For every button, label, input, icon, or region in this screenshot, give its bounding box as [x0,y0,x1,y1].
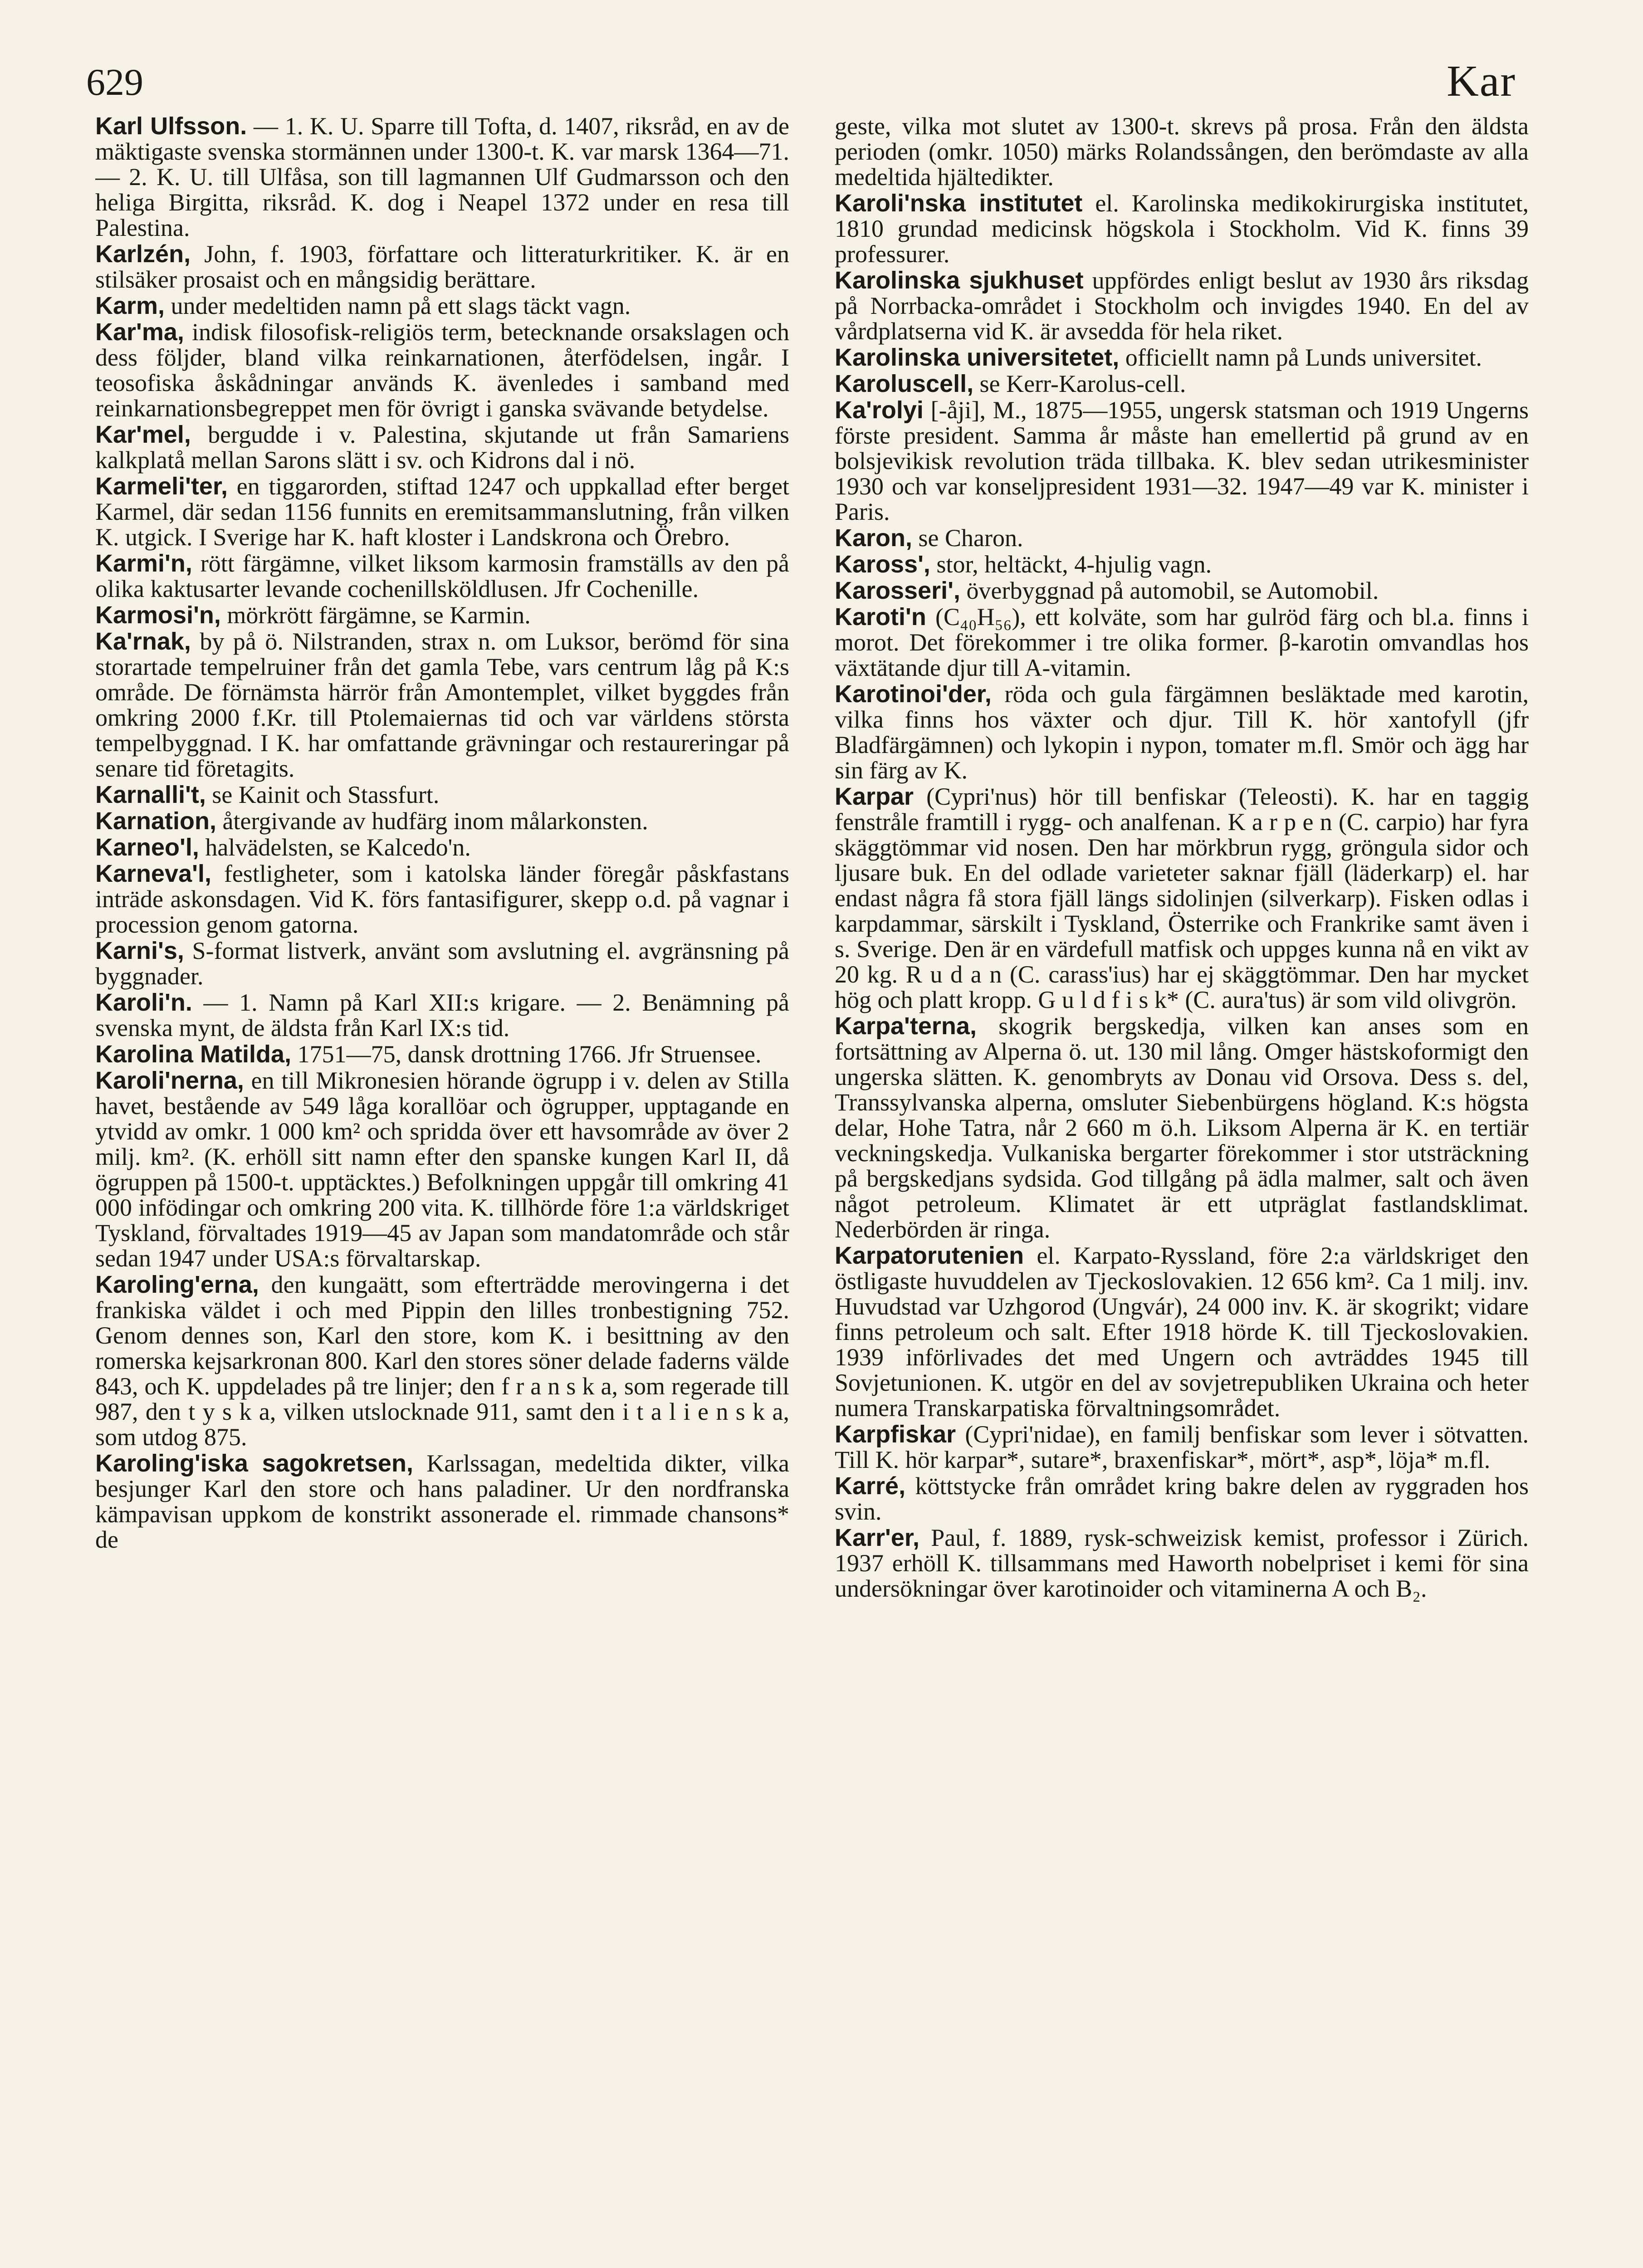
dictionary-entry [95,938,789,989]
entry-headword: Karpatorutenien [835,1242,1024,1269]
entry-text: el. Karolinska medikokirurgiska institutet, 1810 grundad medicinsk högskola i Stockholm. Vid K. finns 39 professurer. [835,190,1529,268]
entry-text: den kungaätt, som efterträdde merovingerna i det frankiska väldet i och med Pippin den lilles tronbestigning 752. Genom dennes son, Karl den store, kom K. i besittning av den romerska kejsarkronan 800. Karl den stores söner delade faderns välde 843, och K. uppdelades på tre linjer; den f r a n s k a, som regerade till 987, den t y s k a, vilken utslocknade 911, samt den i t a l i e n s k a, som utdog 875. [95,1271,789,1451]
dictionary-entry [95,990,789,1041]
dictionary-entry [95,808,789,834]
entry-headword: Karoling'erna, [95,1271,259,1298]
running-head: Kar [1447,57,1516,106]
dictionary-entry [835,1243,1529,1421]
entry-text: röda och gula färgämnen besläktade med karotin, vilka finns hos växter och djur. Till K. hör xantofyll (jfr Bladfärgämnen) och lykopin i nypon, tomater m.fl. Smör och ägg har sin färg av K. [835,680,1529,784]
dictionary-entry [835,1013,1529,1242]
dictionary-entry [95,319,789,421]
dictionary-entry [835,1422,1529,1472]
right-column [835,113,1529,2268]
entry-headword: Karnation, [95,807,217,835]
dictionary-entry [835,191,1529,267]
entry-headword: Karlzén, [95,240,191,268]
entry-text: officiellt namn på Lunds universitet. [1119,344,1482,371]
entry-text: under medeltiden namn på ett slags täckt vagn. [165,292,631,319]
entry-headword: Karpa'terna, [835,1012,977,1040]
entry-text: köttstycke från området kring bakre delen av ryggraden hos svin. [835,1472,1529,1525]
entry-headword: Karm, [95,292,165,319]
dictionary-entry [835,371,1529,396]
entry-headword: Karneo'l, [95,834,199,861]
entry-text: återgivande av hudfärg inom målarkonsten. [216,807,648,835]
dictionary-entry [835,525,1529,551]
entry-headword: Karmeli'ter, [95,473,228,500]
entry-text: — 1. Namn på Karl XII:s krigare. — 2. Benämning på svenska mynt, de äldsta från Karl IX:s tid. [95,989,789,1041]
entry-text: (Cypri'nidae), en familj benfiskar som lever i sötvatten. Till K. hör karpar*, sutare*, braxenfiskar*, mört*, asp*, löja* m.fl. [835,1421,1529,1473]
entry-headword: Karni's, [95,937,184,964]
dictionary-entry [95,602,789,628]
entry-text: bergudde i v. Palestina, skjutande ut från Samariens kalkplatå mellan Sarons slätt i sv. och Kidrons dal i nö. [95,421,789,474]
entry-text: överbyggnad på automobil, se Automobil. [960,577,1379,604]
dictionary-entry [95,1041,789,1067]
dictionary-entry [835,578,1529,603]
dictionary-entry [95,861,789,937]
entry-headword: Karr'er, [835,1524,919,1551]
entry-headword: Kar'ma, [95,318,184,346]
entry-text: [-åji], M., 1875—1955, ungersk statsman och 1919 Ungerns förste president. Samma år måste han emellertid på grund av en bolsjevikisk revolution träda tillbaka. K. blev sedan utrikesminister 1930 och var konseljpresident 1931—32. 1947—49 var K. minister i Paris. [835,396,1529,525]
dictionary-entry [95,474,789,550]
entry-text: uppfördes enligt beslut av 1930 års riksdag på Norrbacka-området i Stockholm och invigdes 1940. En del av vårdplatserna vid K. är avsedda för hela riket. [835,267,1529,345]
entry-text: indisk filosofisk-religiös term, betecknande orsakslagen och dess följder, bland vilka reinkarnationen, återfödelsen, ingår. I teosofiska åskådningar används K. ävenledes i samband med reinkarnationsbegreppet men för övrigt i ganska svävande betydelse. [95,318,789,422]
dictionary-entry [95,1068,789,1271]
entry-text: rött färgämne, vilket liksom karmosin framställs av den på olika kaktusarter levande cochenillsköldlusen. Jfr Cochenille. [95,550,789,602]
entry-headword: Ka'rolyi [835,396,924,424]
entry-headword: Karmi'n, [95,550,192,577]
left-column [95,113,789,2268]
dictionary-entry [835,552,1529,577]
dictionary-entry [95,1451,789,1552]
dictionary-entry [835,1473,1529,1524]
dictionary-entry [835,397,1529,524]
entry-text: en till Mikronesien hörande ögrupp i v. delen av Stilla havet, bestående av 549 låga korallöar och ögrupper, upptagande en ytvidd av omkr. 1 000 km² och spridda över ett havsområde av över 2 milj. km². (K. erhöll sitt namn efter den spanske kungen Karl II, då ögruppen på 1500-t. upptäcktes.) Befolkningen uppgår till omkring 41 000 infödingar och omkring 200 vita. K. tillhörde före 1:a världskriget Tyskland, förvaltades 1919—45 av Japan som mandatområde och står sedan 1947 under USA:s förvaltarskap. [95,1067,789,1272]
entry-headword: Karpfiskar [835,1421,956,1448]
dictionary-entry [835,681,1529,783]
entry-headword: Karoti'n [835,603,926,631]
dictionary-entry [95,835,789,860]
entry-headword: Karoli'nska institutet [835,190,1083,217]
entry-text: (C₄₀H₅₆), ett kolväte, som har gulröd färg och bl.a. finns i morot. Det förekommer i tre olika former. β-karotin omvandlas hos växtätande djur till A-vitamin. [835,603,1529,681]
entry-headword: Karon, [835,524,913,552]
dictionary-entry [835,113,1529,190]
entry-headword: Ka'rnak, [95,628,191,655]
entry-text: John, f. 1903, författare och litteraturkritiker. K. är en stilsäker prosaist och en mångsidig berättare. [95,240,789,293]
entry-text: stor, heltäckt, 4-hjulig vagn. [930,551,1212,578]
entry-text: festligheter, som i katolska länder föregår påskfastans inträde askonsdagen. Vid K. förs fantasifigurer, skepp o.d. på vagnar i procession genom gatorna. [95,860,789,938]
dictionary-entry [95,629,789,781]
entry-text: skogrik bergskedja, vilken kan anses som en fortsättning av Alperna ö. ut. 130 mil lång. Omger hästskoformigt den ungerska slätten. K. genombryts av Donau vid Orsova. Dess s. del, Transsylvanska alperna, omsluter Siebenbürgens högland. K:s högsta delar, Hohe Tatra, når 2 660 m ö.h. Liksom Alperna är K. en tertiär veckningskedja. Vulkaniska bergarter förekommer i stor utsträckning på bergskedjans sydsida. God tillgång på ädla malmer, salt och även något petroleum. Klimatet är ett utpräglat fastlandsklimat. Nederbörden är ringa. [835,1012,1529,1243]
entry-text: mörkrött färgämne, se Karmin. [220,601,531,629]
dictionary-entry [835,1525,1529,1601]
entry-text: S-format listverk, använt som avslutning el. avgränsning på byggnader. [95,937,789,990]
dictionary-entry [835,604,1529,680]
dictionary-entry [95,241,789,292]
page-number: 629 [86,61,143,103]
entry-headword: Karotinoi'der, [835,680,992,708]
dictionary-entry [95,782,789,807]
entry-text: se Kerr-Karolus-cell. [973,370,1186,397]
entry-text: Karlssagan, medeltida dikter, vilka besjunger Karl den store och hans paladiner. Ur den nordfranska kämpavisan uppkom de konstrikt assonerade el. rimmade chansons* de [95,1450,789,1553]
dictionary-entry [835,345,1529,370]
entry-text: Paul, f. 1889, rysk-schweizisk kemist, professor i Zürich. 1937 erhöll K. tillsammans med Haworth nobelpriset i kemi för sina undersökningar över karotinoider och vitaminerna A och B₂. [835,1524,1529,1602]
entry-headword: Kaross', [835,551,930,578]
entry-headword: Karolinska sjukhuset [835,267,1084,294]
entry-headword: Karoli'n. [95,989,192,1016]
dictionary-entry [95,113,789,240]
entry-text: 1751—75, dansk drottning 1766. Jfr Struensee. [291,1041,762,1068]
entry-text: se Kainit och Stassfurt. [205,781,440,808]
entry-headword: Karpar [835,783,914,810]
entry-text: (Cypri'nus) hör till benfiskar (Teleosti). K. har en taggig fenstråle framtill i rygg- och analfenan. K a r p e n (C. carpio) har fyra skäggtömmar vid nosen. Den har mörkbrun rygg, gröngula sidor och ljusare buk. En del odlade varieteter saknar fjäll (läderkarp) el. har endast några få stora fjäll längs sidolinjen (silverkarp). Fisken odlas i karpdammar, särskilt i Tyskland, Österrike och Frankrike samt även i s. Sverige. Den är en värdefull matfisk och uppges kunna nå en vikt av 20 kg. R u d a n (C. carass'ius) har ej skäggtömmar. Den har mycket hög och platt kropp. G u l d f i s k* (C. aura'tus) är som vild olivgrön. [835,783,1529,1013]
entry-headword: Karré, [835,1472,906,1500]
entry-headword: Karoling'iska sagokretsen, [95,1450,413,1477]
entry-headword: Karoli'nerna, [95,1067,244,1094]
dictionary-entry [835,268,1529,344]
dictionary-entry [95,1272,789,1450]
entry-headword: Karolina Matilda, [95,1041,292,1068]
entry-text: by på ö. Nilstranden, strax n. om Luksor, berömd för sina storartade tempelruiner från det gamla Tebe, vars centrum låg på K:s område. De förnämsta härrör från Amontemplet, vilket byggdes från omkring 2000 f.Kr. till Ptolemaiernas tid och var världens största tempelbyggnad. I K. har omfattande grävningar och restaureringar på senare tid företagits. [95,628,789,782]
entry-headword: Karnalli't, [95,781,206,808]
entry-headword: Karoluscell, [835,370,974,397]
entry-headword: Kar'mel, [95,421,191,448]
entry-text: el. Karpato-Ryssland, före 2:a världskriget den östligaste huvuddelen av Tjeckoslovakien. 12 656 km². Ca 1 milj. inv. Huvudstad var Uzhgorod (Ungvár), 24 000 inv. K. är skogrikt; vidare finns petroleum och salt. Efter 1918 hörde K. till Tjeckoslovakien. 1939 införlivades det med Ungern och avträddes 1945 till Sovjetunionen. K. utgör en del av sovjetrepubliken Ukraina och heter numera Transkarpatiska förvaltningsområdet. [835,1242,1529,1422]
dictionary-entry [835,784,1529,1012]
entry-headword: Karmosi'n, [95,601,221,629]
entry-headword: Karneva'l, [95,860,211,887]
entry-headword: Karolinska universitetet, [835,344,1120,371]
dictionary-entry [95,551,789,601]
dictionary-entry [95,293,789,318]
entry-text: halvädelsten, se Kalcedo'n. [199,834,471,861]
entry-headword: Karl Ulfsson. [95,113,247,140]
entry-text: geste, vilka mot slutet av 1300-t. skrevs på prosa. Från den äldsta perioden (omkr. 1050) märks Rolandssången, den berömdaste av alla medeltida hjältedikter. [835,113,1529,191]
entry-headword: Karosseri', [835,577,960,604]
entry-text: se Charon. [912,524,1023,552]
entry-text: en tiggarorden, stiftad 1247 och uppkallad efter berget Karmel, där sedan 1156 funnits en eremitsammanslutning, från vilken K. utgick. I Sverige har K. haft kloster i Landskrona och Örebro. [95,473,789,551]
dictionary-entry [95,422,789,473]
entry-text: — 1. K. U. Sparre till Tofta, d. 1407, riksråd, en av de mäktigaste svenska stormännen under 1300-t. K. var marsk 1364—71. — 2. K. U. till Ulfåsa, son till lagmannen Ulf Gudmarsson och den heliga Birgitta, riksråd. K. dog i Neapel 1372 under en resa till Palestina. [95,113,789,241]
